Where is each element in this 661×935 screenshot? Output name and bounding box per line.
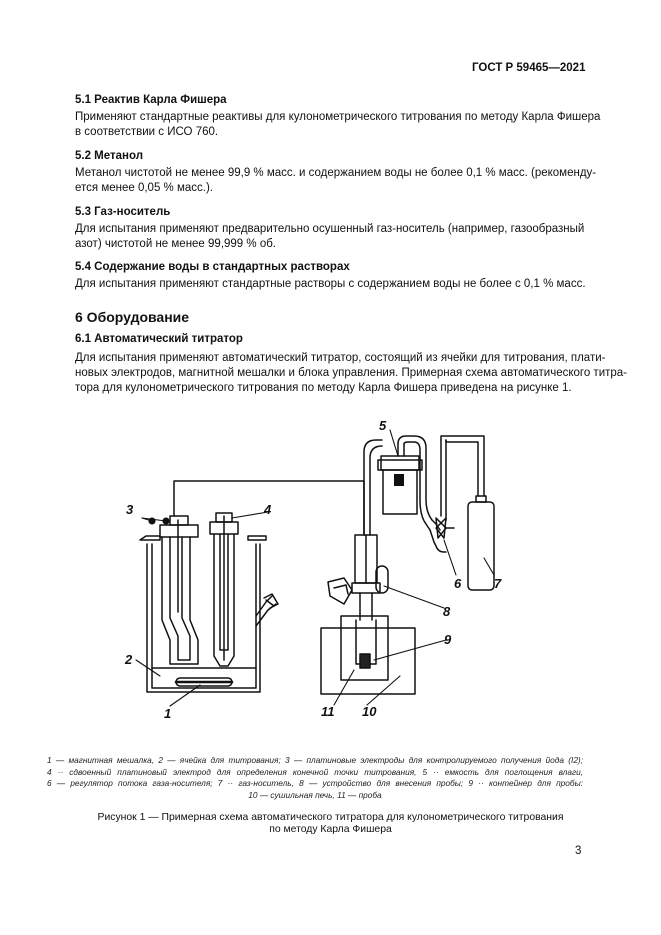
text-line: тора для кулонометрического титрования по методу Карла Фишера приведена на рисунке 1. [75,382,572,394]
figure-label-2: 2 [125,652,133,667]
text-line: в соответствии с ИСО 760. [75,126,219,138]
generator-electrodes [149,516,198,664]
section-5-1-heading: 5.1 Реактив Карла Фишера [75,94,227,106]
flow-regulator [430,436,484,552]
section-5-2-heading: 5.2 Метанол [75,150,144,162]
text-line: ется менее 0,05 % масс.). [75,182,213,194]
moisture-trap [378,436,436,530]
text-line: Метанол чистотой не менее 99,9 % масс. и содержанием воды не более 0,1 % масс. (рекоменду- [75,167,597,179]
section-6-1-heading: 6.1 Автоматический титратор [75,333,243,345]
caption-line: по методу Карла Фишера [269,824,392,835]
standard-number: ГОСТ Р 59465—2021 [472,62,586,74]
caption-line: Рисунок 1 — Примерная схема автоматического титратора для кулонометрического титрования [97,812,564,823]
figure-label-5: 5 [379,418,387,433]
section-5-4-heading: 5.4 Содержание воды в стандартных растворах [75,261,350,273]
legend-line: 4 ·· сдвоенный платиновый электрод для определения конечной точки титрования, 5 ·· емкость для поглощения влаги, [47,766,583,777]
sample-inlet-device [328,535,388,620]
figure-label-3: 3 [126,502,134,517]
text-line: Для испытания применяют предварительно осушенный газ-носитель (например, газообразный [75,223,585,235]
text-line: Для испытания применяют стандартные растворы с содержанием воды не более с 0,1 % масс. [75,278,586,290]
section-6-heading: 6 Оборудование [75,309,190,325]
text-line: новых электродов, магнитной мешалки и блока управления. Примерная схема автоматического титра- [75,367,628,379]
figure-label-4: 4 [264,502,272,517]
figure-label-8: 8 [443,604,451,619]
figure-label-11: 11 [321,704,335,719]
gas-tube [364,440,382,535]
text-line: Для испытания применяют автоматический титратор, состоящий из ячейки для титрования, плати- [75,352,606,364]
section-5-3-heading: 5.3 Газ-носитель [75,206,171,218]
figure-label-9: 9 [444,632,452,647]
magnetic-stirrer [176,678,232,686]
text-line: азот) чистотой не менее 99,999 % об. [75,238,276,250]
figure-label-7: 7 [494,576,502,591]
legend-line: 1 — магнитная мешалка, 2 — ячейка для титрования; 3 — платиновые электроды для контролируемого получения йода (I2); [47,755,583,765]
text-line: Применяют стандартные реактивы для кулонометрического титрования по методу Карла Фишера [75,111,601,123]
indicator-electrode [210,513,238,666]
figure-label-10: 10 [362,704,377,719]
titration-cell [140,536,278,692]
figure-legend [47,755,583,801]
legend-line: 10 — сушильная печь, 11 — проба [248,789,382,800]
figure-label-1: 1 [164,706,172,721]
sample-container [360,654,370,668]
gas-cylinder [468,496,494,590]
figure-label-6: 6 [454,576,462,591]
legend-line: 6 — регулятор потока газа-носителя; 7 ·· газ-носитель, 8 — устройство для внесения пробы; 9 ·· контейнер для пробы: [47,778,583,789]
page-number: 3 [575,845,582,857]
figure-caption [60,812,601,836]
